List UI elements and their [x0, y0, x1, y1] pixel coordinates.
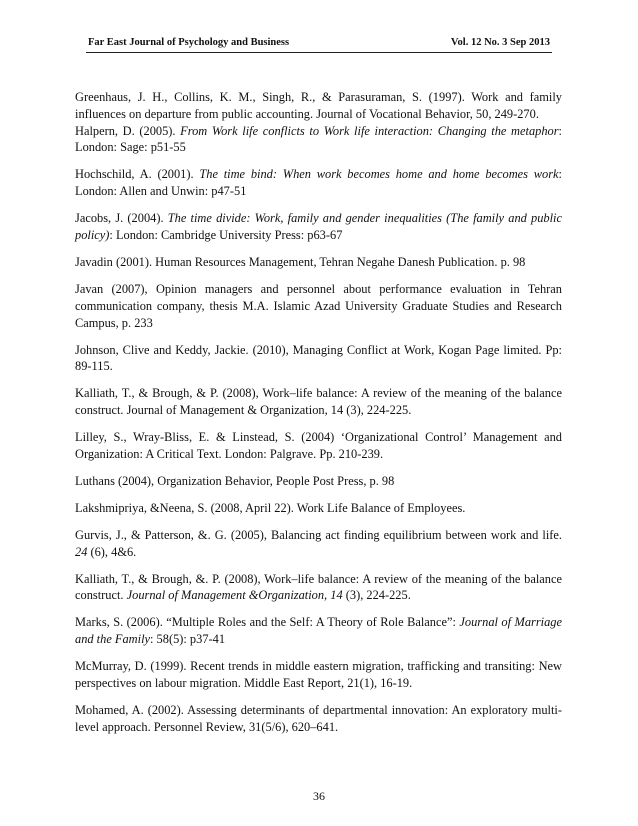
reference-italic-text: From Work life conflicts to Work life interaction: Changing the metaphor [180, 123, 559, 138]
reference-entry [75, 702, 562, 736]
reference-entry [75, 658, 562, 692]
reference-text: Kalliath, T., & Brough, & P. (2008), Work–life balance: A review of the meaning of the balance construct. Journal of Management & Organization, 14 (3), 224-225. [75, 386, 562, 418]
reference-entry [75, 473, 562, 490]
reference-text: Johnson, Clive and Keddy, Jackie. (2010), Managing Conflict at Work, Kogan Page limited. Pp: 89-115. [75, 342, 562, 374]
journal-title: Far East Journal of Psychology and Business [88, 37, 290, 48]
reference-text: : London: Sage: p51-55 [75, 123, 562, 155]
running-header [86, 36, 552, 53]
reference-entry [75, 166, 562, 200]
reference-entry [75, 527, 562, 561]
reference-entry [75, 429, 562, 463]
reference-text: : 58(5): p37-41 [150, 632, 226, 647]
reference-italic-text: The time divide: Work, family and gender inequalities (The family and public policy) [75, 211, 562, 242]
reference-entry [75, 254, 562, 271]
reference-text: Halpern, D. (2005). [75, 123, 181, 138]
reference-text: : London: Cambridge University Press: p63-67 [109, 227, 343, 242]
reference-list [75, 89, 562, 746]
reference-entry [75, 571, 562, 605]
reference-text: Mohamed, A. (2002). Assessing determinants of departmental innovation: An exploratory multi-level approach. Personnel Review, 31(5/6), 620–641. [75, 702, 562, 734]
volume-issue: Vol. 12 No. 3 Sep 2013 [450, 37, 550, 48]
reference-italic-text: Journal of Management &Organization, 14 [126, 588, 343, 603]
reference-italic-text: The time bind: When work becomes home and home becomes work [199, 167, 559, 182]
reference-entry [75, 385, 562, 419]
reference-text: Javan (2007), Opinion managers and personnel about performance evaluation in Tehran communication company, thesis M.A. Islamic Azad University Graduate Studies and Research Campus, p. 233 [75, 281, 562, 330]
reference-text: Gurvis, J., & Patterson, &. G. (2005), Balancing act finding equilibrium between work and life. [75, 527, 562, 542]
reference-text: (6), 4&6. [87, 544, 137, 559]
reference-text: Kalliath, T., & Brough, &. P. (2008), Work–life balance: A review of the meaning of the balance construct. [75, 571, 562, 603]
reference-entry [75, 614, 562, 648]
reference-entry [75, 281, 562, 331]
reference-italic-text: 24 [75, 544, 88, 559]
reference-text: : London: Allen and Unwin: p47-51 [75, 167, 562, 199]
reference-text: Lakshmipriya, &Neena, S. (2008, April 22). Work Life Balance of Employees. [75, 500, 466, 515]
reference-text: Jacobs, J. (2004). [75, 211, 168, 226]
reference-text: Javadin (2001). Human Resources Management, Tehran Negahe Danesh Publication. p. 98 [75, 254, 526, 269]
reference-text: Luthans (2004), Organization Behavior, People Post Press, p. 98 [75, 473, 395, 488]
reference-entry [75, 210, 562, 244]
reference-entry [75, 500, 562, 517]
reference-text: (3), 224-225. [342, 588, 411, 603]
reference-entry [75, 123, 562, 157]
reference-italic-text: Journal of Marriage and the Family [75, 615, 563, 647]
page-number: 36 [313, 789, 325, 803]
reference-text: Marks, S. (2006). “Multiple Roles and the Self: A Theory of Role Balance”: [75, 615, 460, 630]
reference-text: Lilley, S., Wray-Bliss, E. & Linstead, S. (2004) ‘Organizational Control’ Management and Organization: A Critical Text. London: Palgrave. Pp. 210-239. [75, 430, 562, 461]
reference-entry [75, 89, 562, 123]
reference-text: Hochschild, A. (2001). [75, 167, 200, 182]
reference-text: Greenhaus, J. H., Collins, K. M., Singh, R., & Parasuraman, S. (1997). Work and family influences on departure from public accounting. Journal of Vocational Behavior, 50, 249-270. [75, 90, 562, 121]
reference-entry [75, 342, 562, 376]
reference-text: McMurray, D. (1999). Recent trends in middle eastern migration, trafficking and transiting: New perspectives on labour migration. Middle East Report, 21(1), 16-19. [75, 659, 562, 690]
